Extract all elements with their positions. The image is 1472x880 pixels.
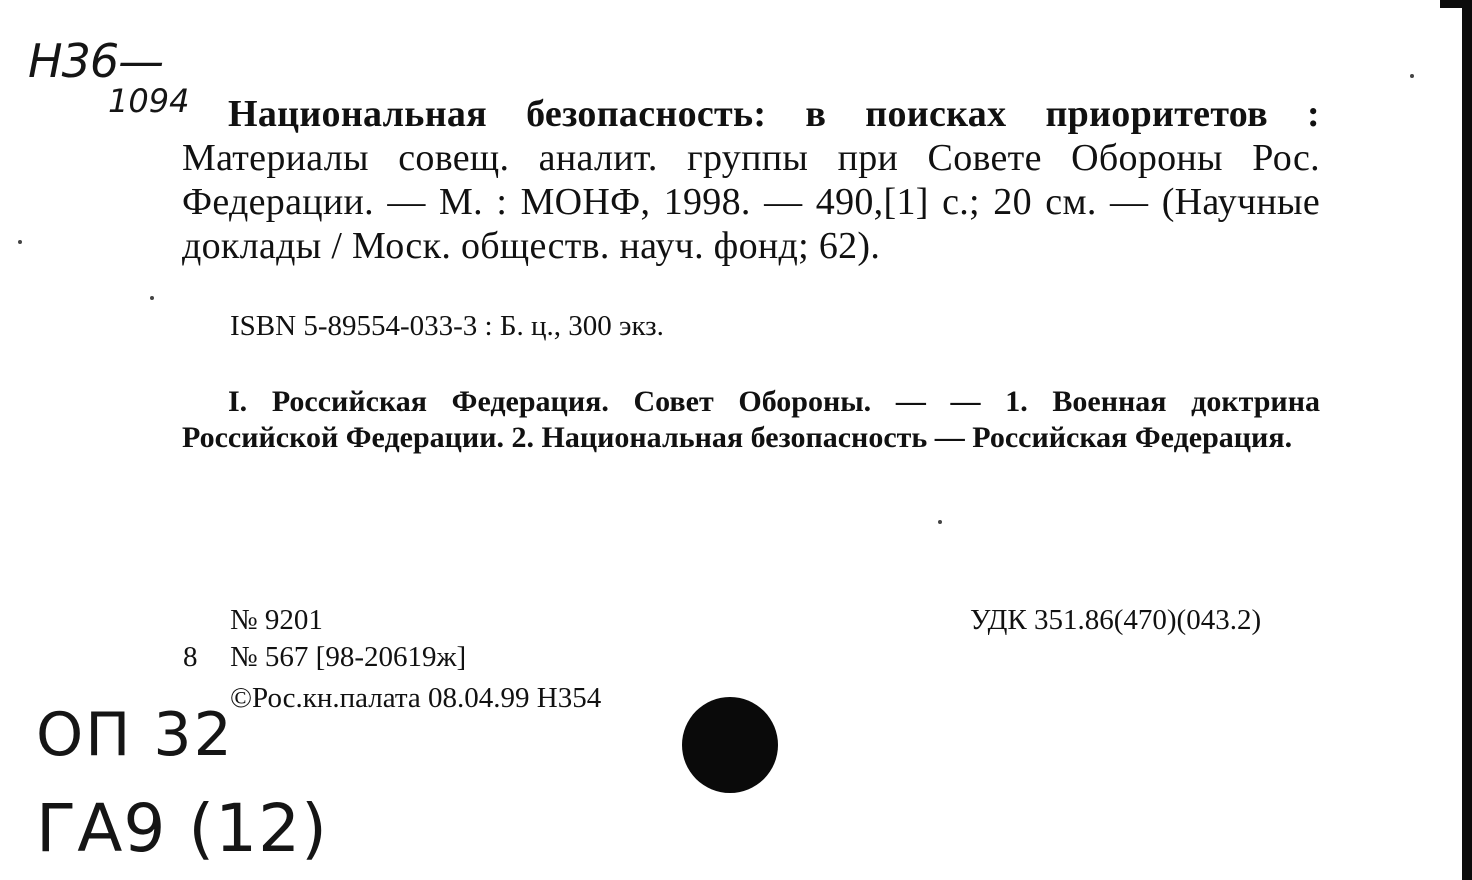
- paper-speck: [18, 240, 22, 244]
- record-title: Национальная безопасность: в поисках приоритетов :: [228, 93, 1320, 135]
- record-number: № 9201: [230, 604, 323, 636]
- paper-speck: [150, 296, 154, 300]
- record-body: Материалы совещ. аналит. группы при Совете Обороны Рос. Федерации. — М. : МОНФ, 1998. — 490,[1] с.; 20 см. — (Научные доклады / Моск. обществ. науч. фонд; 62).: [182, 137, 1320, 267]
- card-edge-shadow: [1462, 0, 1472, 880]
- card-edge-corner: [1440, 0, 1472, 8]
- card-count: 8: [183, 641, 198, 673]
- handwritten-shelf-mark: Н36—: [28, 34, 164, 88]
- udk-code: УДК 351.86(470)(043.2): [970, 604, 1262, 636]
- publisher-line: ©Рос.кн.палата 08.04.99 Н354: [230, 682, 602, 714]
- paper-speck: [938, 520, 942, 524]
- bibliographic-description: [182, 92, 1320, 268]
- paper-speck: [1410, 74, 1414, 78]
- subject-headings: I. Российская Федерация. Совет Обороны. — — 1. Военная доктрина Российской Федерации. 2. Национальная безопасность — Российская Федерация.: [182, 385, 1320, 454]
- handwritten-inventory-1: ОП 32: [36, 700, 234, 770]
- handwritten-inventory-2: ГА9 (12): [36, 790, 328, 867]
- hole-punch: [682, 697, 778, 793]
- registration-number: № 567 [98-20619ж]: [230, 641, 467, 673]
- handwritten-shelf-number: 1094: [108, 82, 190, 120]
- isbn-line: ISBN 5-89554-033-3 : Б. ц., 300 экз.: [230, 310, 664, 342]
